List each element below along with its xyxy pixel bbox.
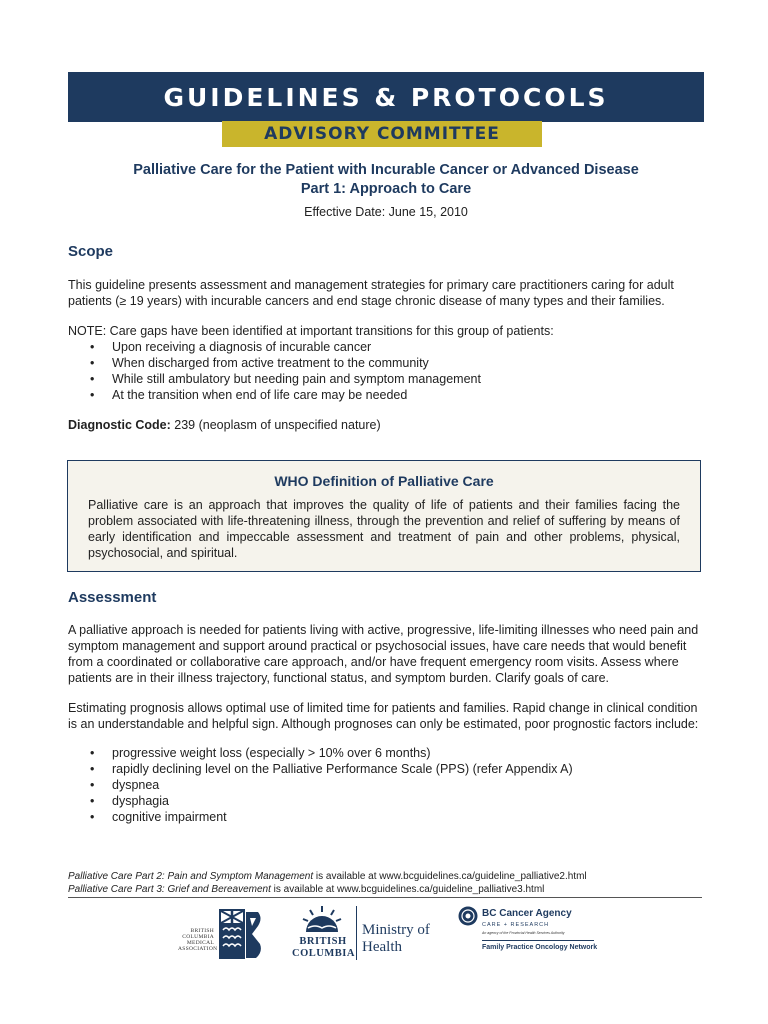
footnote-part3 xyxy=(68,883,587,896)
prognostic-factors-list xyxy=(90,745,573,825)
list-item: • progressive weight loss (especially > 10% over 6 months) xyxy=(90,745,573,761)
scope-paragraph: This guideline presents assessment and management strategies for primary care practitioners caring for adult patients (≥ 19 years) with incurable cancers and end stage chronic disease of many types and their families. xyxy=(68,278,674,308)
bcma-crest-icon xyxy=(218,908,264,960)
diagnostic-code-label: Diagnostic Code: xyxy=(68,418,171,432)
footnotes xyxy=(68,870,587,896)
list-item: • dysphagia xyxy=(90,793,573,809)
list-item: • Upon receiving a diagnosis of incurable cancer xyxy=(90,339,481,355)
footnote-part3-title: Palliative Care Part 3: Grief and Bereavement xyxy=(68,884,271,895)
bc-cancer-agency-name: BC Cancer Agency xyxy=(482,908,572,919)
list-item: • At the transition when end of life care may be needed xyxy=(90,387,481,403)
footnote-part2-link[interactable]: is available at www.bcguidelines.ca/guideline_palliative2.html xyxy=(313,871,587,882)
footnote-part3-link[interactable]: is available at www.bcguidelines.ca/guideline_palliative3.html xyxy=(270,884,545,895)
list-item: • cognitive impairment xyxy=(90,809,573,825)
scope-heading: Scope xyxy=(68,243,114,260)
bcma-text-line: BRITISH xyxy=(190,928,214,934)
assessment-heading: Assessment xyxy=(68,589,157,606)
assessment-paragraph-2: Estimating prognosis allows optimal use of limited time for patients and families. Rapid change in clinical condition is an understandable and helpful sign. Although prognoses can only be estimated, poor prognostic factors include: xyxy=(68,701,699,731)
footer-logos xyxy=(0,900,768,970)
bc-logo-text-line1: BRITISH xyxy=(299,936,347,947)
who-definition-box xyxy=(67,460,701,572)
document-title: Palliative Care for the Patient with Incurable Cancer or Advanced Disease xyxy=(133,162,639,178)
british-columbia-logo xyxy=(292,906,354,962)
list-item: • rapidly declining level on the Palliative Performance Scale (PPS) (refer Appendix A) xyxy=(90,761,573,777)
footer-divider xyxy=(68,897,702,898)
logo-divider xyxy=(356,906,357,960)
bcma-text-line: COLUMBIA xyxy=(182,934,214,940)
bc-cancer-agency-subtitle: CARE + RESEARCH xyxy=(482,922,550,928)
ministry-of-health-text xyxy=(362,922,430,956)
document-subtitle: Part 1: Approach to Care xyxy=(300,181,472,197)
guidelines-banner: GUIDELINES & PROTOCOLS xyxy=(68,72,704,122)
footnote-part2 xyxy=(68,870,587,883)
diagnostic-code-value: 239 (neoplasm of unspecified nature) xyxy=(170,418,381,432)
who-definition-text: Palliative care is an approach that improves the quality of life of patients and their families facing the problem associated with life-threatening illness, through the prevention and relief of suffering by means of early identification and impeccable assessment and treatment of pain and other problems, physical, psychosocial, and spiritual. xyxy=(88,498,680,560)
ministry-line1: Ministry of xyxy=(362,922,430,938)
ministry-line2: Health xyxy=(362,939,402,955)
assessment-paragraph-1: A palliative approach is needed for patients living with active, progressive, life-limiting illnesses who need pain and symptom management and support around practical or psychosocial issues, have care needs that would benefit from a coordinated or collaborative care approach, and/or have frequent emergency room visits. Assess where patients are in their illness trajectory, functional status, and symptom burden. Clarify goals of care. xyxy=(68,623,699,685)
diagnostic-code xyxy=(68,417,704,433)
bcma-text-line: ASSOCIATION xyxy=(178,946,218,952)
family-practice-oncology-network: Family Practice Oncology Network xyxy=(482,944,598,951)
bc-cancer-agency-emblem-icon xyxy=(458,906,478,926)
bcma-logo xyxy=(178,906,268,962)
scope-note: NOTE: Care gaps have been identified at important transitions for this group of patients: xyxy=(68,324,554,338)
list-item: • While still ambulatory but needing pain and symptom management xyxy=(90,371,481,387)
bc-logo-text-line2: COLUMBIA xyxy=(292,948,355,959)
scope-bullet-list xyxy=(90,339,481,403)
list-item: • When discharged from active treatment to the community xyxy=(90,355,481,371)
advisory-committee-banner: ADVISORY COMMITTEE xyxy=(222,121,542,147)
footnote-part2-title: Palliative Care Part 2: Pain and Symptom Management xyxy=(68,871,314,882)
who-definition-title: WHO Definition of Palliative Care xyxy=(274,473,494,489)
bc-sun-icon xyxy=(302,906,342,934)
effective-date: Effective Date: June 15, 2010 xyxy=(304,205,468,219)
bc-cancer-agency-logo xyxy=(458,904,608,964)
bcma-text-line: MEDICAL xyxy=(186,940,214,946)
bc-cancer-agency-tagline: An agency of the Provincial Health Services Authority xyxy=(482,931,565,935)
list-item: • dyspnea xyxy=(90,777,573,793)
bc-cancer-agency-rule xyxy=(482,940,594,941)
